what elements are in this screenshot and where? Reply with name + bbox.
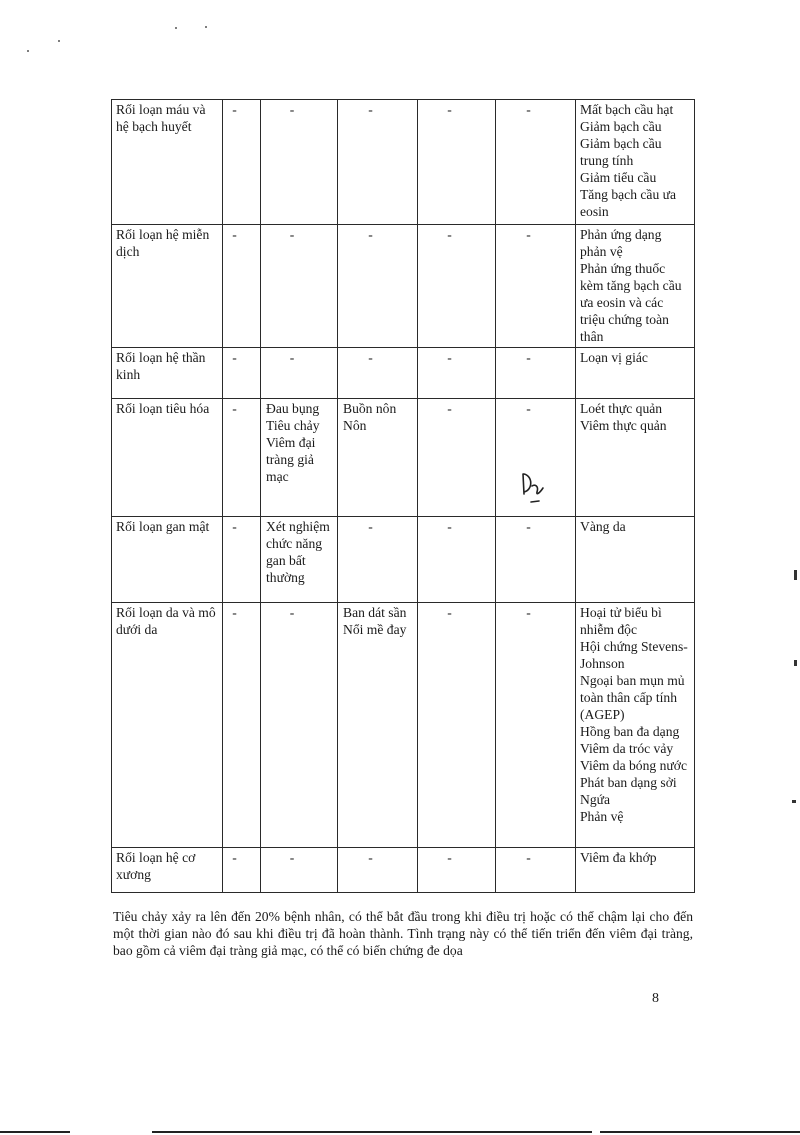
table-row	[112, 603, 695, 848]
frequency-cell: Xét nghiệm chức năng gan bất thường	[261, 517, 338, 603]
frequency-cell	[261, 225, 338, 348]
empty-dash: -	[232, 519, 237, 534]
empty-dash: -	[447, 401, 452, 416]
frequency-cell	[261, 100, 338, 225]
empty-dash: -	[289, 350, 295, 365]
empty-dash: -	[289, 227, 295, 242]
empty-dash: -	[447, 519, 452, 534]
empty-dash: -	[232, 227, 237, 242]
adverse-effect-item: Tăng bạch cầu ưa eosin	[580, 187, 677, 219]
organ-class-cell: Rối loạn hệ miễn dịch	[112, 225, 223, 348]
adverse-effect-item: Phát ban dạng sởi	[580, 775, 677, 790]
empty-dash: -	[289, 605, 295, 620]
unknown-frequency-cell	[576, 348, 695, 399]
table-row	[112, 399, 695, 517]
empty-dash: -	[368, 519, 373, 534]
empty-dash: -	[289, 102, 295, 117]
frequency-cell	[338, 517, 418, 603]
footer-rule	[0, 1131, 70, 1133]
unknown-frequency-cell	[576, 517, 695, 603]
adverse-effect-item: Viêm đa khớp	[580, 850, 657, 865]
frequency-cell	[261, 348, 338, 399]
unknown-frequency-cell	[576, 399, 695, 517]
frequency-cell	[223, 517, 261, 603]
adverse-effect-item: Hồng ban đa dạng	[580, 724, 680, 739]
adverse-effect-item: Giảm tiểu cầu	[580, 170, 657, 185]
empty-dash: -	[526, 350, 531, 365]
body-paragraph: Tiêu chảy xảy ra lên đến 20% bệnh nhân, có thể bắt đầu trong khi điều trị hoặc có thể chậm lại cho đến một thời gian nào đó sau khi điều trị đã hoàn thành. Tình trạng này có thể tiến triển đến viêm đại tràng, bao gồm cả viêm đại tràng giả mạc, có thể có biến chứng đe dọa	[113, 909, 693, 958]
scan-edge-mark	[794, 570, 797, 580]
scan-speck	[58, 40, 60, 42]
empty-dash: -	[526, 850, 531, 865]
adverse-effect-item: Mất bạch cầu hạt	[580, 102, 674, 117]
adverse-effect-item: Loạn vị giác	[580, 350, 648, 365]
empty-dash: -	[232, 401, 237, 416]
scan-edge-mark	[792, 800, 796, 803]
frequency-cell	[418, 603, 496, 848]
adverse-effect-item: Viêm da bóng nước	[580, 758, 687, 773]
frequency-cell	[418, 225, 496, 348]
scan-speck	[205, 26, 207, 28]
adverse-effects-table	[111, 99, 695, 893]
frequency-cell	[496, 225, 576, 348]
unknown-frequency-cell	[576, 225, 695, 348]
empty-dash: -	[526, 605, 531, 620]
empty-dash: -	[368, 102, 373, 117]
frequency-cell: Buồn nôn Nôn	[338, 399, 418, 517]
scan-speck	[175, 27, 177, 29]
frequency-cell	[418, 848, 496, 893]
table-row	[112, 517, 695, 603]
empty-dash: -	[447, 605, 452, 620]
adverse-effect-item: Phản ứng dạng phản vệ	[580, 227, 662, 259]
empty-dash: -	[447, 227, 452, 242]
frequency-cell	[338, 848, 418, 893]
empty-dash: -	[289, 850, 295, 865]
frequency-cell	[496, 848, 576, 893]
frequency-cell	[261, 848, 338, 893]
frequency-cell	[261, 603, 338, 848]
table-row	[112, 100, 695, 225]
adverse-effect-item: Giảm bạch cầu trung tính	[580, 136, 662, 168]
scan-speck	[27, 50, 29, 52]
frequency-cell: Ban dát sần Nổi mề đay	[338, 603, 418, 848]
adverse-effect-item: Hoại tử biểu bì nhiễm độc	[580, 605, 662, 637]
empty-dash: -	[526, 401, 531, 416]
frequency-cell	[418, 517, 496, 603]
empty-dash: -	[368, 850, 373, 865]
frequency-cell	[496, 100, 576, 225]
frequency-cell	[496, 517, 576, 603]
unknown-frequency-cell	[576, 603, 695, 848]
adverse-effect-item: Loét thực quản	[580, 401, 663, 416]
adverse-effect-item: Hội chứng Stevens-Johnson	[580, 639, 688, 671]
footer-rule	[152, 1131, 592, 1133]
page-number: 8	[652, 991, 659, 1006]
empty-dash: -	[526, 102, 531, 117]
adverse-effect-item: Ngứa	[580, 792, 611, 807]
frequency-cell	[223, 399, 261, 517]
empty-dash: -	[368, 350, 373, 365]
organ-class-cell: Rối loạn da và mô dưới da	[112, 603, 223, 848]
organ-class-cell: Rối loạn tiêu hóa	[112, 399, 223, 517]
table-row	[112, 348, 695, 399]
scan-edge-mark	[794, 660, 797, 666]
frequency-cell	[223, 100, 261, 225]
frequency-cell	[223, 603, 261, 848]
table-row	[112, 225, 695, 348]
organ-class-cell: Rối loạn gan mật	[112, 517, 223, 603]
unknown-frequency-cell	[576, 848, 695, 893]
frequency-cell	[496, 603, 576, 848]
frequency-cell	[338, 348, 418, 399]
frequency-cell	[418, 399, 496, 517]
empty-dash: -	[526, 227, 531, 242]
adverse-effect-item: Giảm bạch cầu	[580, 119, 662, 134]
adverse-effect-item: Phản ứng thuốc kèm tăng bạch cầu ưa eosin và các triệu chứng toàn thân	[580, 261, 682, 344]
frequency-cell: Đau bụng Tiêu chảy Viêm đại tràng giả mạc	[261, 399, 338, 517]
empty-dash: -	[232, 605, 237, 620]
organ-class-cell: Rối loạn hệ thần kinh	[112, 348, 223, 399]
frequency-cell	[223, 848, 261, 893]
adverse-effect-item: Vàng da	[580, 519, 626, 534]
frequency-cell	[418, 100, 496, 225]
organ-class-cell: Rối loạn máu và hệ bạch huyết	[112, 100, 223, 225]
adverse-effect-item: Ngoại ban mụn mủ toàn thân cấp tính (AGEP)	[580, 673, 685, 722]
frequency-cell	[223, 348, 261, 399]
empty-dash: -	[232, 102, 237, 117]
empty-dash: -	[447, 850, 452, 865]
empty-dash: -	[232, 350, 237, 365]
organ-class-cell: Rối loạn hệ cơ xương	[112, 848, 223, 893]
adverse-effect-item: Phản vệ	[580, 809, 624, 824]
empty-dash: -	[447, 102, 452, 117]
frequency-cell	[338, 100, 418, 225]
frequency-cell	[418, 348, 496, 399]
empty-dash: -	[368, 227, 373, 242]
empty-dash: -	[526, 519, 531, 534]
empty-dash: -	[447, 350, 452, 365]
empty-dash: -	[232, 850, 237, 865]
frequency-cell	[338, 225, 418, 348]
frequency-cell	[496, 348, 576, 399]
adverse-effect-item: Viêm da tróc vảy	[580, 741, 674, 756]
handwritten-initials	[515, 468, 555, 508]
unknown-frequency-cell	[576, 100, 695, 225]
adverse-effect-item: Viêm thực quản	[580, 418, 667, 433]
table-row	[112, 848, 695, 893]
frequency-cell	[223, 225, 261, 348]
footer-rule	[600, 1131, 800, 1133]
